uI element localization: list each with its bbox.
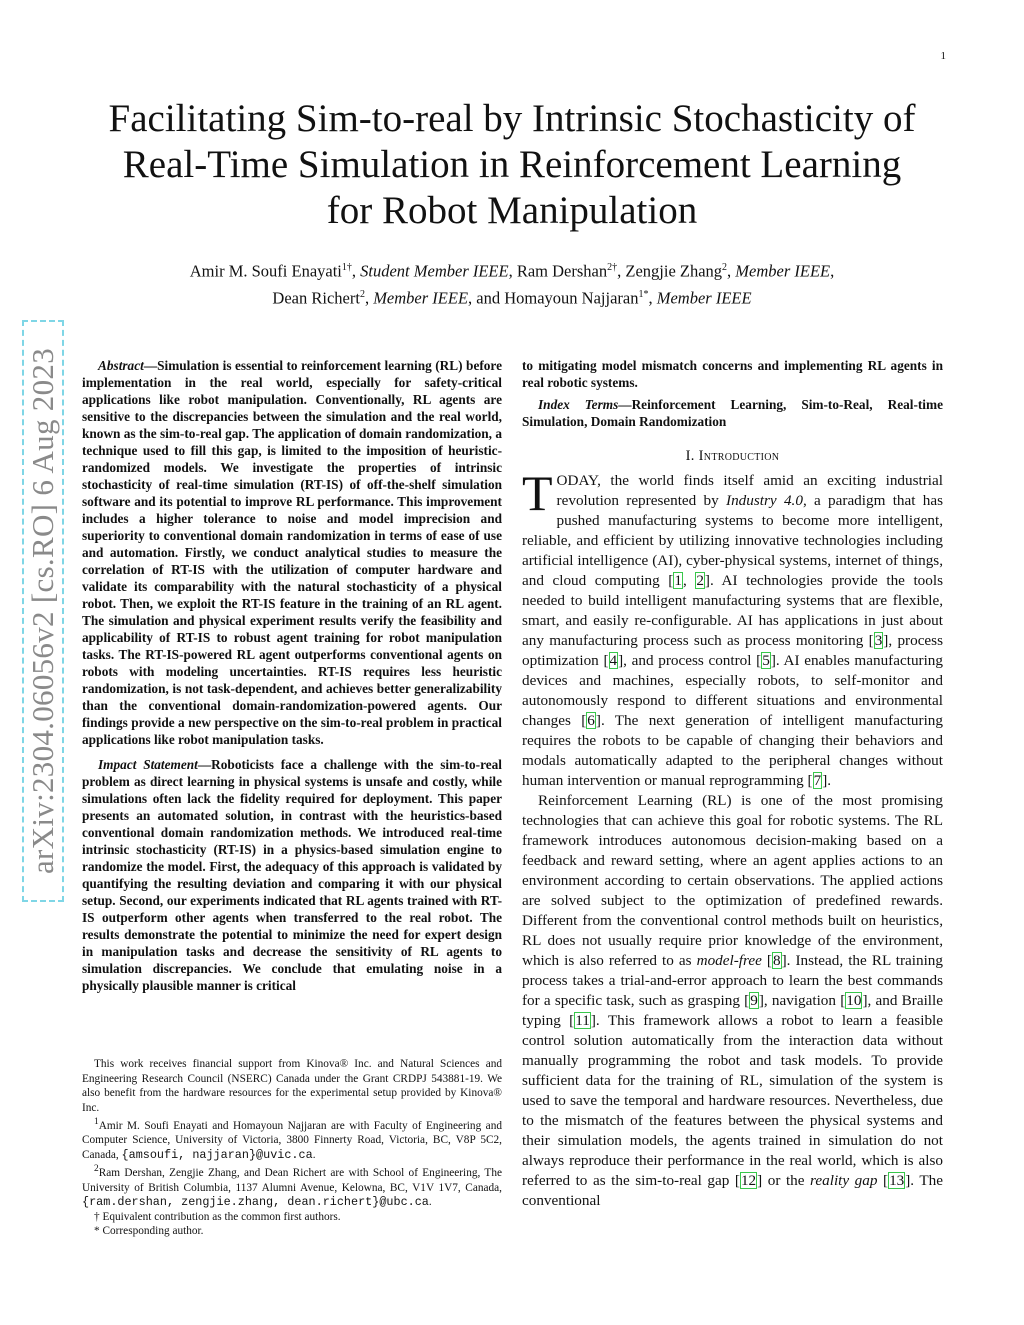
intro-text: ]. AI enables manufacturing devices and machines, especially robots, to self-monitor and autonomously respond to different situations and environmental changes [ <box>522 652 943 729</box>
impact-statement <box>82 756 502 994</box>
footnote-text: . <box>428 1196 432 1209</box>
intro-text: ODAY, the world finds itself amid an exciting industrial revolution represented by <box>556 472 943 509</box>
author-name: Homayoun Najjaran <box>504 288 639 307</box>
author-role: Member IEEE <box>373 288 469 307</box>
intro-text: ], navigation [ <box>758 992 846 1009</box>
impact-label: Impact Statement <box>98 757 198 772</box>
title-line-2: Real-Time Simulation in Reinforcement Learning <box>122 143 902 186</box>
affiliation-mark: 1† <box>341 262 352 273</box>
page-number: 1 <box>940 50 946 62</box>
footnote-text: Ram Dershan, Zengjie Zhang, and Dean Richert are with School of Engineering, The University of British Columbia, 1137 Alumni Avenue, Kelowna, BC, V1V 1V7, Canada, <box>82 1167 502 1194</box>
affiliation-mark: 2 <box>722 262 728 273</box>
author-conjunction: and <box>476 288 501 307</box>
intro-text: ], and process control [ <box>618 652 762 669</box>
intro-text: ]. The next generation of intelligent manufacturing requires the robots to be capable of changing their behaviors and modals automatically adapted to the peripheral changes without human intervention or manual reprogramming [ <box>522 712 943 789</box>
intro-paragraph-1 <box>522 465 944 791</box>
intro-emphasis: reality gap <box>810 1172 878 1189</box>
impact-text: —Roboticists face a challenge with the sim-to-real problem as direct learning in physical systems is unsafe and costly, while simulations often lack the fidelity required for deployment. This paper presents an automated solution, in contrast with the heuristics-based conventional domain randomization methods. We introduced real-time intrinsic stochasticity (RT-IS) in a physics-based simulation engine to randomize the model. First, the adequacy of this approach is validated by quantifying the resulting deviation and comparing it with our physical setup. Second, our experiments indicated that RL agents trained with RT-IS outperform other agents when transferred to the real robot. The results demonstrate the potential to minimize the need for expert design in manipulation tasks and decrease the sensitivity of RL agents to simulation discrepancies. We conclude that emulating noise in a physically plausible manner is critical <box>82 757 503 993</box>
intro-text: ]. <box>822 772 832 789</box>
intro-emphasis: model-free <box>696 952 762 969</box>
intro-text: [ <box>761 952 772 969</box>
intro-text: ]. Instead, the RL training process takes a trial-and-error approach to learn the best commands for a specific task, such as grasping [ <box>522 952 943 1009</box>
impact-statement-continued: to mitigating model mismatch concerns and implementing RL agents in real robotic systems. <box>522 358 943 390</box>
equal-contribution-footnote: † Equivalent contribution as the common first authors. <box>94 1210 341 1223</box>
intro-text: , <box>682 572 696 589</box>
affiliation-footnote-1 <box>82 1115 502 1162</box>
left-column <box>82 357 502 994</box>
intro-text: ]. This framework allows a robot to learn a feasible control solution automatically from the interaction data without manually programming the robot and task models. To provide sufficient data for the training of RL, simulation of the system is used to save the temporal and hardware resources. Nevertheless, due to the mismatch of the features between the physical systems and their simulation models, the agents trained in simulation do not always reproduce their performance in the real world, which is also referred to as the sim-to-real gap [ <box>522 1012 943 1189</box>
footnote-mark: 2 <box>94 1164 99 1175</box>
intro-text: ], and Braille typing [ <box>522 992 943 1029</box>
paper-title <box>70 96 954 234</box>
section-number: I. <box>685 448 695 464</box>
affiliation-mark: 2 <box>359 288 365 300</box>
footnote-text: Amir M. Soufi Enayati and Homayoun Najjaran are with Faculty of Engineering and Computer Science, University of Victoria, 3800 Finnerty Road, Victoria, BC, V8P 5C2, Canada, <box>82 1119 502 1161</box>
affiliation-footnote-2 <box>82 1162 502 1209</box>
citation-link[interactable]: 10 <box>846 992 862 1009</box>
intro-text: [ <box>877 1172 889 1189</box>
author-list <box>70 256 954 309</box>
citation-link[interactable]: 12 <box>740 1172 757 1189</box>
intro-text: ]. The conventional <box>522 1172 943 1209</box>
affiliation-mark: 1* <box>638 288 649 300</box>
title-line-1: Facilitating Sim-to-real by Intrinsic Stochasticity of <box>108 97 916 140</box>
corresponding-author-footnote: * Corresponding author. <box>94 1225 204 1238</box>
author-role: Member IEEE <box>656 288 752 307</box>
author-role: Member IEEE <box>735 261 831 281</box>
index-terms-label: Index Terms <box>538 397 619 412</box>
index-terms <box>522 396 943 430</box>
index-terms-text: —Reinforcement Learning, Sim-to-Real, Real-time Simulation, Domain Randomization <box>522 397 943 429</box>
citation-link[interactable]: 3 <box>874 632 883 649</box>
author-role: Student Member IEEE <box>360 261 509 281</box>
citation-link[interactable]: 8 <box>772 952 781 969</box>
citation-link[interactable]: 1 <box>674 572 682 589</box>
citation-link[interactable]: 11 <box>575 1012 590 1029</box>
footnotes <box>82 1057 502 1239</box>
author-name: Zengjie Zhang <box>625 261 723 281</box>
intro-text: , a paradigm that has pushed manufacturing systems to become more intelligent, reliable, and efficient by utilizing innovative technologies including artificial intelligence (AI), cyber-physical systems, internet of things, and cloud computing [ <box>522 492 944 589</box>
citation-link[interactable]: 6 <box>587 712 595 729</box>
author-name: Amir M. Soufi Enayati <box>189 261 342 281</box>
footnote-text: . <box>312 1148 316 1161</box>
author-line-1: Amir M. Soufi Enayati$^{1\dagger}$, Student Member IEEE, Ram Dershan$^{2\dagger}$, Zengjie Zhang$^2$, Member IEEE, <box>189 261 835 281</box>
email-address[interactable]: {ram.dershan, zengjie.zhang, dean.richert}@ubc.ca <box>82 1195 429 1210</box>
abstract-label: Abstract <box>98 358 144 373</box>
arxiv-stamp-text: arXiv:2304.06056v2 [cs.RO] 6 Aug 2023 <box>25 347 60 875</box>
intro-text: ], process optimization [ <box>522 632 943 669</box>
intro-text: Reinforcement Learning (RL) is one of the most promising technologies that can achieve this goal for robotic systems. The RL framework introduces autonomous decision-making based on a feedback and reward setting, where an agent applies actions to an environment according to certain observations. The applied actions are solved subject to the optimization of predefined rewards. Different from the conventional control methods built on heuristics, RL does not usually require prior knowledge of the environment, which is also referred to as <box>522 792 943 969</box>
affiliation-mark: 2† <box>607 262 618 273</box>
intro-text: ]. AI technologies provide the tools needed to build intelligent manufacturing systems that are flexible, smart, and easily re-configurable. AI has applications in just about any manufacturing process such as process monitoring [ <box>522 572 943 649</box>
section-title: Introduction <box>698 448 780 464</box>
citation-link[interactable]: 9 <box>750 992 758 1009</box>
citation-link[interactable]: 4 <box>609 652 618 669</box>
intro-text: ] or the <box>757 1172 811 1189</box>
author-name: Dean Richert <box>272 288 360 307</box>
footnote-mark: 1 <box>94 1117 99 1127</box>
right-column <box>522 357 943 1211</box>
arxiv-stamp[interactable] <box>22 320 64 902</box>
abstract <box>82 357 502 748</box>
citation-link[interactable]: 5 <box>762 652 770 669</box>
citation-link[interactable]: 7 <box>813 772 822 789</box>
intro-paragraph-2 <box>522 791 943 1211</box>
drop-cap: T <box>522 465 553 521</box>
funding-footnote: This work receives financial support from Kinova® Inc. and Natural Sciences and Engineering Research Council (NSERC) Canada under the Grant CRDPJ 543881-19. We also benefit from the hardware resources for the experimental setup provided by Kinova® Inc. <box>82 1058 502 1114</box>
citation-link[interactable]: 13 <box>889 1172 905 1189</box>
title-line-3: for Robot Manipulation <box>326 189 698 232</box>
author-name: Ram Dershan <box>516 261 608 281</box>
section-heading <box>522 448 943 465</box>
abstract-text: —Simulation is essential to reinforcement learning (RL) before implementation in the real world, especially for safety-critical applications like robot manipulation. Conventionally, RL agents are sensitive to the discrepancies between the simulation and the real world, known as the sim-to-real gap. The application of domain randomization, a technique used to fill this gap, is limited to the imposition of heuristic-randomized models. We investigate the properties of intrinsic stochasticity of real-time simulation (RT-IS) of off-the-shelf simulation software and its potential to improve RL performance. This improvement includes a higher tolerance to noise and model imprecision and superiority to conventional domain randomization in terms of ease of use and automation. Firstly, we conduct analytical studies to measure the correlation of RT-IS with the utilization of computer hardware and validate its comparability with the natural stochasticity of a physical robot. Then, we exploit the RT-IS feature in the training of an RL agent. The simulation and physical experiment results verify the feasibility and applicability of RT-IS to robust agent training for robot manipulation tasks. The RT-IS-powered RL agent outperforms conventional agents on robots with modeling uncertainties. RT-IS requires less heuristic randomization, is not task-dependent, and achieves better generalizability than the conventional domain-randomization-powered agents. Our findings provide a new perspective on the sim-to-real problem in practical applications like robot manipulation tasks. <box>82 358 502 747</box>
citation-link[interactable]: 2 <box>696 572 704 589</box>
intro-emphasis: Industry 4.0 <box>726 492 803 509</box>
author-line-2: Dean Richert$^2$, Member IEEE, and Homayoun Najjaran$^{1*}$, Member IEEE <box>272 288 752 307</box>
email-address[interactable]: {amsoufi, najjaran}@uvic.ca <box>121 1147 313 1162</box>
